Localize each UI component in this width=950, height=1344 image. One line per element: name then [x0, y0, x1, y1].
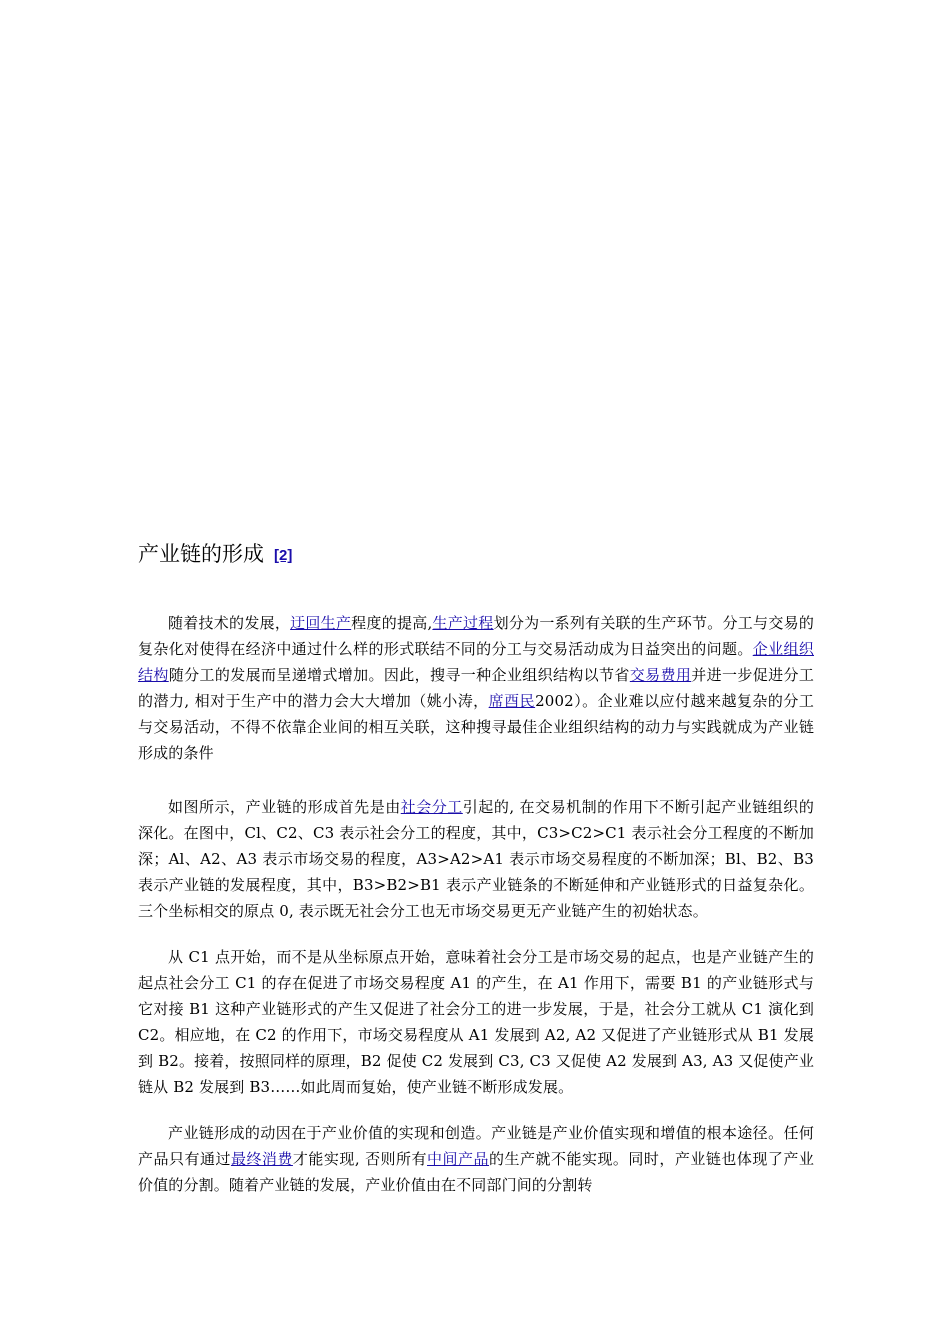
text-span: 划分为一系列有关联的生产环节。分工与交易的复杂化对使得在经济中通过什么样的形式联结不同的分工与交易活动成为日益突出的问题。: [138, 614, 814, 658]
link-production-process[interactable]: 生产过程: [432, 614, 494, 632]
citation-link[interactable]: [2]: [274, 547, 293, 564]
text-span: 并进一步促进分工的潜力, 相对于生产中的潜力会大大增加（姚小涛，: [138, 666, 815, 710]
text-span: 随分工的发展而呈递增式增加。因此，搜寻一种企业组织结构以节省: [168, 666, 630, 684]
link-xi-youmin[interactable]: 席酉民: [488, 692, 536, 710]
paragraph-3: 从 C1 点开始，而不是从坐标原点开始，意味着社会分工是市场交易的起点，也是产业链产生的起点社会分工 C1 的存在促进了市场交易程度 A1 的产生，在 A1 作用下，需要 B1 的产业链形式与它对接 B1 这种产业链形式的产生又促进了社会分工的进一步发展，于是，社会分工就从 C1 演化到 C2。相应地，在 C2 的作用下，市场交易程度从 A1 发展到 A2, A2 又促进了产业链形式从 B1 发展到 B2。接着，按照同样的原理，B2 促使 C2 发展到 C3, C3 又促使 A2 发展到 A3, A3 又促使产业链从 B2 发展到 B3……如此周而复始，使产业链不断形成发展。: [138, 948, 814, 1096]
paragraph-1: [138, 610, 814, 766]
link-roundabout-production[interactable]: 迂回生产: [290, 614, 352, 632]
text-span: 如图所示，产业链的形成首先是由: [168, 798, 401, 816]
link-intermediate-products[interactable]: 中间产品: [427, 1150, 489, 1168]
section-title: 产业链的形成: [138, 542, 264, 566]
text-span: 引起的, 在交易机制的作用下不断引起产业链组织的深化。在图中，Cl、C2、C3 表示社会分工的程度，其中，C3>C2>C1 表示社会分工程度的不断加深；Al、A2、A3 表示市场交易的程度，A3>A2>A1 表示市场交易程度的不断加深；Bl、B2、B3 表示产业链的发展程度，其中，B3>B2>B1 表示产业链条的不断延伸和产业链形式的日益复杂化。三个坐标相交的原点 0, 表示既无社会分工也无市场交易更无产业链产生的初始状态。: [138, 798, 814, 920]
text-span: 随着技术的发展，: [168, 614, 291, 632]
text-span: 2002）。企业难以应付越来越复杂的分工与交易活动，不得不依靠企业间的相互关联，这种搜寻最佳企业组织结构的动力与实践就成为产业链形成的条件: [138, 692, 814, 762]
link-enterprise-organization-structure[interactable]: 企业组织结构: [138, 640, 814, 684]
paragraph-4: [138, 1120, 814, 1198]
link-transaction-cost[interactable]: 交易费用: [629, 666, 692, 684]
text-span: 才能实现, 否则所有: [292, 1150, 428, 1168]
text-span: 产业链形成的动因在于产业价值的实现和创造。产业链是产业价值实现和增值的根本途径。任何产品只有通过: [138, 1124, 814, 1168]
link-final-consumption[interactable]: 最终消费: [230, 1150, 293, 1168]
text-span: 的生产就不能实现。同时，产业链也体现了产业价值的分割。随着产业链的发展，产业价值由在不同部门间的分割转: [138, 1150, 814, 1194]
text-span: 程度的提高,: [351, 614, 433, 632]
section-heading: [138, 538, 814, 572]
paragraph-2: [138, 794, 814, 924]
link-social-division-of-labor[interactable]: 社会分工: [400, 798, 463, 816]
article-content: [138, 538, 814, 1218]
